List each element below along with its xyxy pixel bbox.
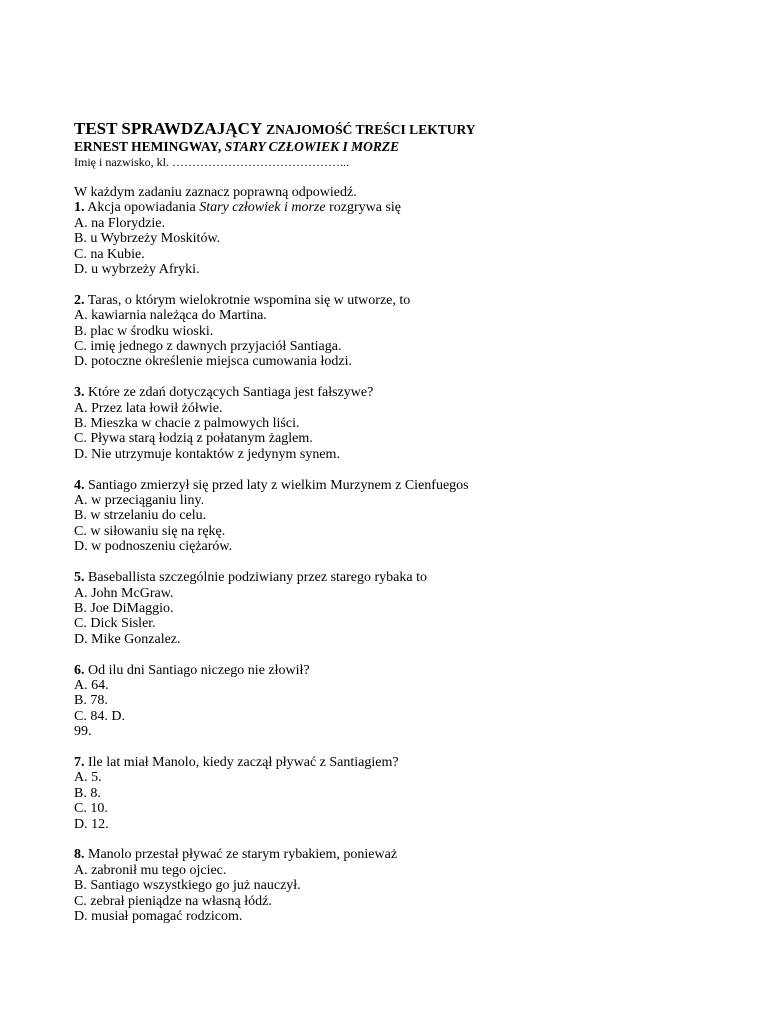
question-number: 5. xyxy=(74,570,85,586)
question-number: 2. xyxy=(74,292,85,308)
answer-option-c[interactable]: C. zebrał pieniądze na własną łódź. xyxy=(74,893,272,909)
question-text: 3. Które ze zdań dotyczących Santiaga jest fałszywe? xyxy=(74,385,374,401)
name-class-field: Imię i nazwisko, kl. ……………………………………... xyxy=(74,155,349,169)
page-title xyxy=(74,119,734,139)
answer-option-c[interactable]: C. na Kubie. xyxy=(74,246,145,262)
answer-option-a[interactable]: A. na Florydzie. xyxy=(74,215,165,231)
question-6 xyxy=(74,663,734,740)
title-rest: ZNAJOMOŚĆ TREŚCI LEKTURY xyxy=(266,122,476,137)
question-text: 6. Od ilu dni Santiago niczego nie złowił? xyxy=(74,662,310,678)
answer-option-b[interactable]: B. plac w środku wioski. xyxy=(74,323,214,339)
answer-option-d[interactable]: D. potoczne określenie miejsca cumowania łodzi. xyxy=(74,354,352,370)
answer-option-a[interactable]: A. 64. xyxy=(74,677,109,693)
test-document xyxy=(74,119,734,924)
question-number: 6. xyxy=(74,662,85,678)
question-8 xyxy=(74,847,734,924)
answer-option-a[interactable]: A. 5. xyxy=(74,770,102,786)
subtitle xyxy=(74,139,734,155)
book-title: STARY CZŁOWIEK I MORZE xyxy=(224,139,400,154)
answer-option-c[interactable]: C. 84. D. xyxy=(74,708,125,724)
answer-option-d[interactable]: 99. xyxy=(74,724,92,740)
instruction: W każdym zadaniu zaznacz poprawną odpowiedź. xyxy=(74,185,357,200)
answer-option-b[interactable]: B. Joe DiMaggio. xyxy=(74,600,174,616)
answer-option-d[interactable]: D. w podnoszeniu ciężarów. xyxy=(74,539,233,555)
answer-option-a[interactable]: A. Przez lata łowił żółwie. xyxy=(74,400,223,416)
answer-option-b[interactable]: B. 8. xyxy=(74,785,101,801)
question-text: 7. Ile lat miał Manolo, kiedy zaczął pływać z Santiagiem? xyxy=(74,754,399,770)
answer-option-b[interactable]: B. 78. xyxy=(74,693,108,709)
question-list xyxy=(74,200,734,924)
answer-option-d[interactable]: D. u wybrzeży Afryki. xyxy=(74,262,200,278)
answer-option-a[interactable]: A. w przeciąganiu liny. xyxy=(74,493,205,509)
answer-option-c[interactable]: C. Pływa starą łodzią z połatanym żaglem. xyxy=(74,431,313,447)
question-text: 2. Taras, o którym wielokrotnie wspomina się w utworze, to xyxy=(74,292,411,308)
title-main: TEST SPRAWDZAJĄCY xyxy=(74,119,263,138)
question-text: 5. Baseballista szczególnie podziwiany przez starego rybaka to xyxy=(74,570,427,586)
question-2 xyxy=(74,293,734,370)
answer-option-b[interactable]: B. Santiago wszystkiego go już nauczył. xyxy=(74,878,301,894)
question-text: 8. Manolo przestał pływać ze starym rybakiem, ponieważ xyxy=(74,847,398,863)
question-1 xyxy=(74,200,734,277)
author-name: ERNEST HEMINGWAY, xyxy=(74,139,222,154)
answer-option-b[interactable]: B. Mieszka w chacie z palmowych liści. xyxy=(74,416,300,432)
question-number: 7. xyxy=(74,754,85,770)
answer-option-c[interactable]: C. imię jednego z dawnych przyjaciół Santiaga. xyxy=(74,339,342,355)
answer-option-a[interactable]: A. John McGraw. xyxy=(74,585,174,601)
answer-option-d[interactable]: D. Nie utrzymuje kontaktów z jedynym synem. xyxy=(74,446,340,462)
question-7 xyxy=(74,755,734,832)
question-4 xyxy=(74,478,734,555)
question-number: 1. xyxy=(74,200,85,216)
answer-option-b[interactable]: B. w strzelaniu do celu. xyxy=(74,508,207,524)
question-5 xyxy=(74,570,734,647)
answer-option-a[interactable]: A. kawiarnia należąca do Martina. xyxy=(74,308,267,324)
question-number: 3. xyxy=(74,385,85,401)
answer-option-c[interactable]: C. 10. xyxy=(74,801,108,817)
answer-option-d[interactable]: D. Mike Gonzalez. xyxy=(74,631,181,647)
answer-option-c[interactable]: C. Dick Sisler. xyxy=(74,616,156,632)
question-text: 1. Akcja opowiadania Stary człowiek i morze rozgrywa się xyxy=(74,200,401,216)
answer-option-c[interactable]: C. w siłowaniu się na rękę. xyxy=(74,523,226,539)
question-3 xyxy=(74,385,734,462)
answer-option-a[interactable]: A. zabronił mu tego ojciec. xyxy=(74,862,227,878)
question-text: 4. Santiago zmierzył się przed laty z wielkim Murzynem z Cienfuegos xyxy=(74,477,469,493)
answer-option-b[interactable]: B. u Wybrzeży Moskitów. xyxy=(74,231,221,247)
question-number: 4. xyxy=(74,477,85,493)
answer-option-d[interactable]: D. musiał pomagać rodzicom. xyxy=(74,908,243,924)
answer-option-d[interactable]: D. 12. xyxy=(74,816,109,832)
question-number: 8. xyxy=(74,847,85,863)
